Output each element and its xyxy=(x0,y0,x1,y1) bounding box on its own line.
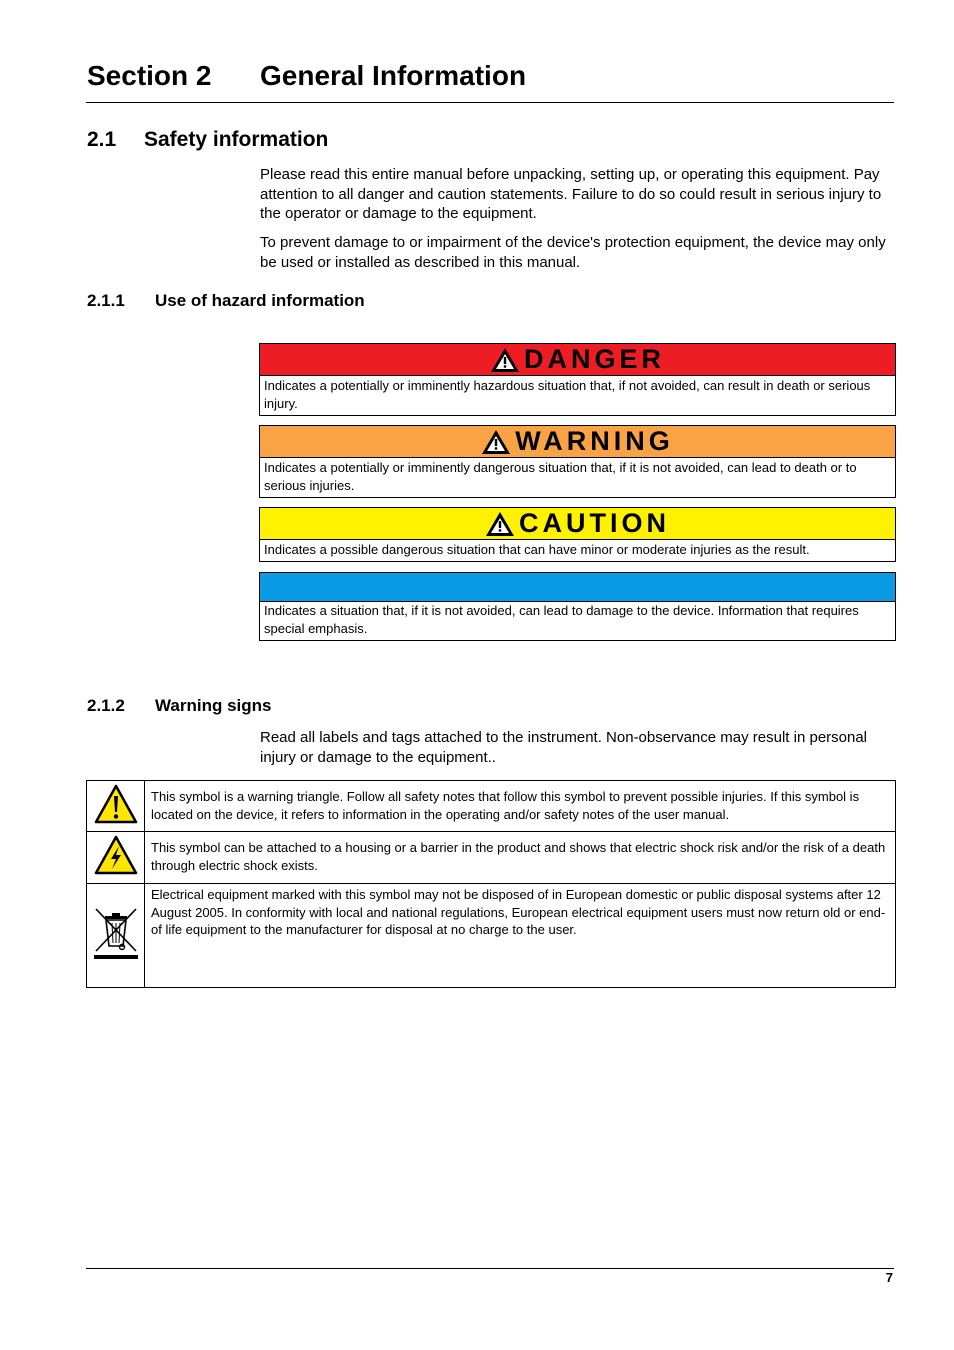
caution-header xyxy=(260,508,895,540)
notice-description: Indicates a situation that, if it is not avoided, can lead to damage to the device. Information that requires special emphasis. xyxy=(264,603,859,636)
notice-box xyxy=(259,572,896,641)
warning-triangle-icon xyxy=(94,784,138,824)
footer-divider xyxy=(86,1268,894,1269)
warning-triangle-icon xyxy=(490,347,520,373)
weee-crossed-bin-icon xyxy=(92,905,140,961)
warning-signs-intro: Read all labels and tags attached to the instrument. Non-observance may result in personal injury or damage to the equipment.. xyxy=(260,729,868,766)
warning-header xyxy=(260,426,895,458)
hazard-info-heading xyxy=(87,291,365,311)
table-row xyxy=(87,884,896,988)
danger-box xyxy=(259,343,896,416)
section-number: Section 2 xyxy=(87,60,212,91)
caution-label: CAUTION xyxy=(519,508,670,538)
symbol-cell xyxy=(87,884,145,988)
danger-description: Indicates a potentially or imminently hazardous situation that, if not avoided, can result in death or serious injury. xyxy=(264,378,871,411)
symbol-description: This symbol can be attached to a housing or a barrier in the product and shows that electric shock risk and/or the risk of a death through electric shock exists. xyxy=(145,832,896,884)
safety-heading xyxy=(87,128,328,152)
warning-label: WARNING xyxy=(515,426,674,456)
symbol-description: This symbol is a warning triangle. Follow all safety notes that follow this symbol to prevent possible injuries. If this symbol is located on the device, it refers to information in the operating and/or safety notes of the user manual. xyxy=(145,781,896,832)
section-heading xyxy=(87,60,526,92)
warning-box xyxy=(259,425,896,498)
notice-header xyxy=(260,573,895,602)
caution-description: Indicates a possible dangerous situation that can have minor or moderate injuries as the result. xyxy=(264,542,810,557)
warning-signs-table xyxy=(86,780,896,988)
symbol-description: Electrical equipment marked with this symbol may not be disposed of in European domestic or public disposal systems after 12 August 2005. In conformity with local and national regulations, European electrical equipment users must now return old or end-of life equipment to the manufacturer for disposal at no charge to the user. xyxy=(145,884,896,988)
warning-triangle-icon xyxy=(481,429,511,455)
caution-box xyxy=(259,507,896,562)
warning-signs-title: Warning signs xyxy=(155,696,272,715)
hazard-info-title: Use of hazard information xyxy=(155,291,365,310)
page-number: 7 xyxy=(885,1270,893,1285)
table-row xyxy=(87,832,896,884)
section-divider xyxy=(86,102,894,103)
warning-triangle-icon xyxy=(485,511,515,537)
hazard-info-number: 2.1.1 xyxy=(87,291,125,310)
electric-shock-icon xyxy=(94,835,138,875)
warning-signs-heading xyxy=(87,696,272,716)
section-title: General Information xyxy=(260,60,527,91)
warning-description: Indicates a potentially or imminently dangerous situation that, if it is not avoided, can lead to death or to serious injuries. xyxy=(264,460,857,493)
safety-paragraph-2: To prevent damage to or impairment of the device's protection equipment, the device may only be used or installed as described in this manual. xyxy=(260,234,886,271)
safety-title: Safety information xyxy=(144,128,329,151)
safety-paragraph-1: Please read this entire manual before unpacking, setting up, or operating this equipment. Pay attention to all danger and caution statements. Failure to do so could result in serious injury to the operator or damage to the equipment. xyxy=(260,166,882,222)
danger-label: DANGER xyxy=(523,344,665,374)
warning-signs-number: 2.1.2 xyxy=(87,696,125,715)
symbol-cell xyxy=(87,781,145,832)
symbol-cell xyxy=(87,832,145,884)
danger-header xyxy=(260,344,895,376)
safety-number: 2.1 xyxy=(87,128,117,151)
table-row xyxy=(87,781,896,832)
